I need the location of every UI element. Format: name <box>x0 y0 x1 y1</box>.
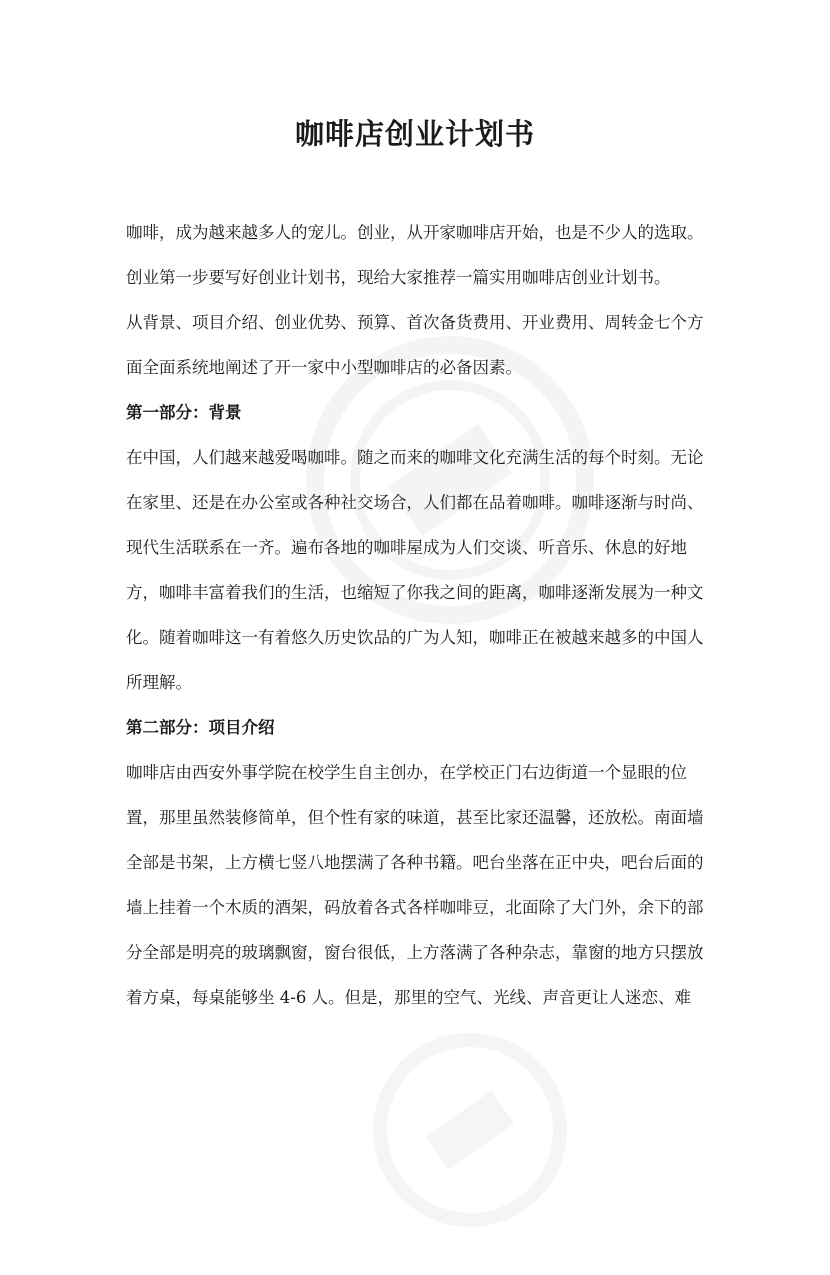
watermark-icon <box>323 985 618 1275</box>
section-paragraph: 咖啡店由西安外事学院在校学生自主创办，在学校正门右边街道一个显眼的位置，那里虽然装修简单，但个性有家的味道，甚至比家还温馨，还放松。南面墙全部是书架，上方横七竖八地摆满了各种书籍。吧台坐落在正中央，吧台后面的墙上挂着一个木质的酒架，码放着各式各样咖啡豆，北面除了大门外，余下的部分全部是明亮的玻璃飘窗，窗台很低，上方落满了各种杂志，靠窗的地方只摆放着方桌，每桌能够坐 4-6 人。但是，那里的空气、光线、声音更让人迷恋、难 <box>126 763 704 1007</box>
document-body <box>126 210 710 1020</box>
section-paragraph: 在中国，人们越来越爱喝咖啡。随之而来的咖啡文化充满生活的每个时刻。无论在家里、还是在办公室或各种社交场合，人们都在品着咖啡。咖啡逐渐与时尚、现代生活联系在一齐。遍布各地的咖啡屋成为人们交谈、听音乐、休息的好地方，咖啡丰富着我们的生活，也缩短了你我之间的距离，咖啡逐渐发展为一种文化。随着咖啡这一有着悠久历史饮品的广为人知，咖啡正在被越来越多的中国人所理解。 <box>126 448 704 692</box>
section-heading: 第一部分：背景 <box>126 403 242 422</box>
intro-paragraph: 咖啡，成为越来越多人的宠儿。创业，从开家咖啡店开始，也是不少人的选取。创业第一步要写好创业计划书，现给大家推荐一篇实用咖啡店创业计划书。 <box>126 223 704 287</box>
intro-paragraph: 从背景、项目介绍、创业优势、预算、首次备货费用、开业费用、周转金七个方面全面系统地阐述了开一家中小型咖啡店的必备因素。 <box>126 313 704 377</box>
section-heading: 第二部分：项目介绍 <box>126 718 275 737</box>
document-title: 咖啡店创业计划书 <box>294 117 535 151</box>
